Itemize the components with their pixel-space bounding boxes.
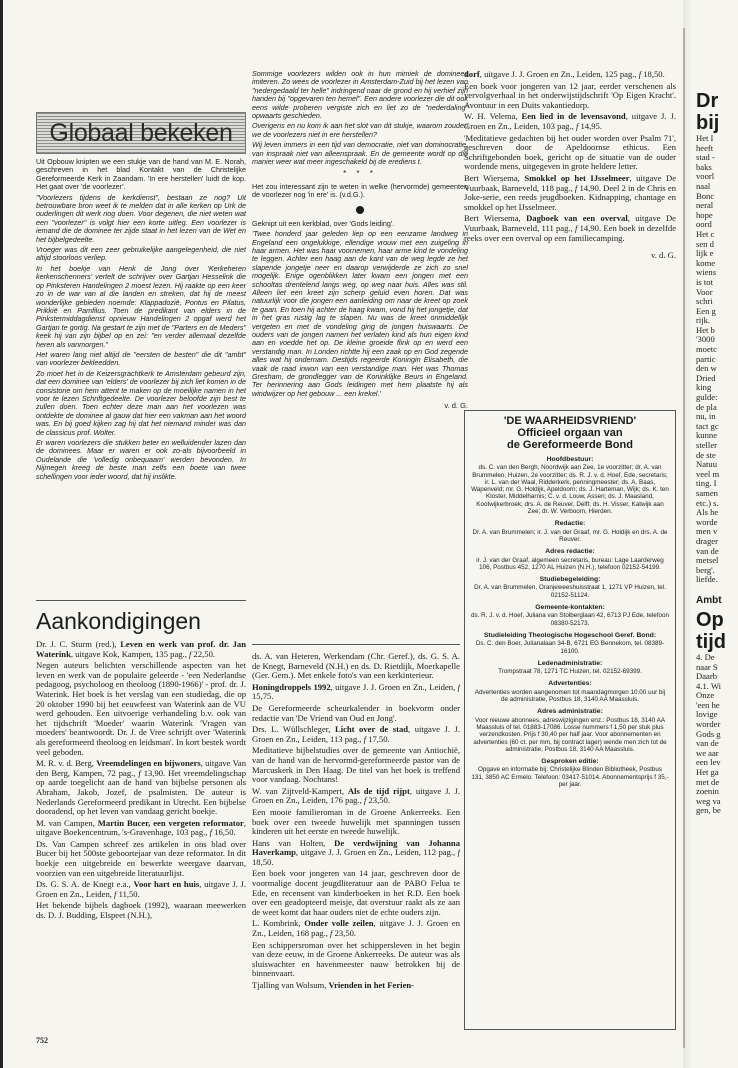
bullet-separator	[356, 206, 364, 214]
col1-para: In het boekje van Henk de Jong over 'Kerkeheren kerkenschenners' vertelt de schrijver over Gartjan Hesselink die op Pinksteren Handelingen 2 moest lezen. Hij raakte op een keer zo in de war van al die landen en streken, dat hij de meest wonderlijke gebieden noemde: Klappadozië, Pontus en Pilatus, Prikkië en Pamfilus. Toen de predikant van elders in de Pinkstermiddagdienst opnieuw Handelingen 2 opgaf werd het Gartjan te gortig. Na gestart te zijn met de "Parters en de Meders" keek hij van zijn bijbel op en zei: "en verder allemaal dezelfde heren als vanmorgen."	[36, 263, 246, 349]
adjacent-line: Het ga	[696, 767, 719, 778]
colophon-section-text: Opgave en informatie bij: Christelijke Blinden Bibliotheek, Postbus 131, 3850 AC Ermelo. Telefoon: 03417-51014. Abonnementsprijs f 35,- per jaar.	[471, 766, 669, 788]
adjacent-line: samen	[696, 487, 718, 498]
announce-entry: Een mooie familieroman in de Groene Ankerreeks. Een boek over een tweede huwelijk met spanningen tussen kinderen uit het eerste en tweede huwelijk.	[252, 806, 460, 837]
adjacent-line: moetc	[696, 344, 717, 355]
announce-entry: W. H. Velema, Een lied in de levensavond, uitgave J. J. Groen en Zn., Leiden, 103 pag., f 14,95.	[464, 111, 676, 131]
adjacent-line: we aar	[696, 747, 719, 758]
colophon-section-heading: Adres redactie:	[545, 548, 595, 556]
adjacent-heading-2: Op tijd	[696, 608, 726, 653]
announce-entry: W. van Zijtveld-Kampert, Als de tijd rijpt, uitgave J. J. Groen en Zn., Leiden, 176 pag., f 23,50.	[252, 785, 460, 806]
colophon-section-text: Advertenties worden aangenomen tot maandagmorgen 10.00 uur bij de administratie, Postbus 18, 3140 AA Maassluis.	[474, 688, 666, 704]
adjacent-line: een lev	[696, 757, 721, 768]
adjacent-line: van de	[696, 738, 719, 749]
adjacent-line: '3000	[696, 334, 715, 345]
adjacent-line: sen d	[696, 238, 714, 249]
announce-entry: Bert Wiersema, Dagboek van een overval, uitgave De Vuurbaak, Barneveld, 111 pag., f 14,90. Een boek in dezelfde reeks over een overval op een familiecamping.	[464, 213, 676, 243]
left-page-edge	[0, 0, 3, 1068]
col1-para: Zo moet het in de Keizersgrachtkerk te Amsterdam gebeurd zijn, dat een dominee van 'elders' de voorlezer bij zich liet komen in de consistorie om hem attent te maken op de moeilijke namen in het voor te lezen Schriftgedeelte. De voorlezer beloofde zijn best te zullen doen. Toen echter deze man aan het voorlezen was ontdekte de dominee al gauw dat hier een vakman aan het woord was. En bij goed kijken zag hij dat het niemand minder was dan de classicus prof. Wolter.	[36, 368, 246, 437]
colophon-sections	[465, 456, 675, 788]
announce-entry: Een boek voor jongeren van 12 jaar, eerder verschenen als vervolgverhaal in het onderwijstijdschrift 'Op Eigen Kracht'. Avontuur in een Duits vakantiedorp.	[464, 80, 676, 110]
adjacent-line: kunne	[696, 430, 718, 441]
adjacent-line: heeft	[696, 142, 714, 153]
adjacent-line: baks	[696, 161, 712, 172]
colophon-section-text: Ds. C. den Boer, Julianalaan 34-B, 6721 EG Bennekom, tel. 08389-16100.	[475, 640, 665, 655]
col1-para: Vroeger was dit een zeer gebruikelijke aangelegenheid, die niet altijd stoorloos verliep.	[36, 245, 246, 263]
announcements-heading: Aankondigingen	[36, 608, 201, 634]
colophon-section-text: Voor nieuwe abonnees, adreswijzigingen enz.: Postbus 18, 3140 AA Maassluis of tel. 01883-17086. Losse nummers f 1,50 per stuk plus verzendkosten. Prijs f 30,40 per half jaar. Voor abonnementen en advertenties (60 ct. per mm, bij contract lager) wende men zich tot de administratie, Postbus 18, 3140 AA Maassluis.	[473, 716, 667, 753]
gutter-shadow	[683, 0, 693, 1068]
col1-para: Er waren voorlezers die stukken beter en welluidender lazen dan de dominees. Maar er waren er ook zo-als bijvoorbeeld in Oudelande die 'volledig onbequaam' werden bevonden. In Nijmegen kreeg de beste man zelfs een boete van twee schellingen voor ieder woord, dat hij inslikte.	[36, 438, 246, 481]
col2-para: Wij leven immers in een tijd van democratie, niet van dominocratie, van inspraak niet van alleenspraak. En de gemeente wordt op die manier weer wat meer ingeschakeld bij de erediens t.	[252, 140, 468, 167]
adjacent-line: neral	[696, 200, 714, 211]
col1-intro: Uit Opbouw knipten we een stukje van de hand van M. E. Norah, geschreven in het blad Kontakt van de Christelijke Gereformeerde Kerk in Zaandam. 'In ere herstellen' luidt de kop. Het gaat over 'de voorlezer'.	[36, 158, 246, 192]
section-title-box	[36, 112, 246, 154]
announce-entry: dorf, uitgave J. J. Groen en Zn., Leiden, 125 pag., f 18,50.	[464, 70, 665, 79]
adjacent-line: Een g	[696, 305, 716, 316]
divider-line	[252, 644, 460, 645]
adjacent-line: Daarb	[696, 671, 717, 682]
colophon-section-text: ds. C. van den Bergh, Noordwijk aan Zee, 1e voorzitter; dr. A. van Brummelen, Huizen, 2e voorzitter; ds. R. J. v. d. Hoef, Ede, secretaris; ir. L. van der Waal, Ridderkerk, penningmeester; ds. A. Baas, Wapenveld; mr. G. Holdijk, Apeldoorn; ds. J. Harteman, Wijk; ds. K. ten Kloster, Middelharnis; C. v. d. Louw, Assen; ds. J. Maasland, Kootwijkerbroek; drs. A. de Reuver, Delft; ds. H. Visser, Katwijk aan Zee; dr. W. Verboom, Hierden.	[471, 464, 669, 516]
page-number: 752	[36, 1036, 48, 1045]
column-1-text	[36, 158, 246, 604]
colophon-subtitle: de Gereformeerde Bond	[507, 439, 633, 451]
announce-entry: Dr. J. C. Sturm (red.), Leven en werk van prof. dr. Jan Waterink, uitgave Kok, Kampen, 135 pag., f 22,50.	[36, 640, 246, 659]
announce-entry: De Gereformeerde scheurkalender in boekvorm onder redactie van 'De Vriend van Oud en Jong'.	[252, 702, 460, 723]
adjacent-line: liefde.	[696, 574, 718, 585]
colophon-section-text: ds. R. J. v. d. Hoef, Juliana van Stolberglaan 42, 6713 PJ Ede, telefoon 08380-52173.	[471, 612, 670, 627]
adjacent-line: gen, be	[696, 805, 721, 816]
adjacent-line: Natuu	[696, 459, 718, 470]
adjacent-line: is tot	[696, 276, 713, 287]
adjacent-line: veel m	[696, 468, 720, 479]
announce-entry: M. R. v. d. Berg, Vreemdelingen en bijwoners, uitgave Van den Berg, Kampen, 72 pag., f 13,90. Het vreemdelingschap op aarde toegelicht aan de hand van bijbelse personen als Abraham, Jakob, Jozef, de psalmisten. De auteur is Nederlands Gereformeerd predikant in Utrecht. Een bijbelse dooradend, op het leven van vandaag gericht boekje.	[36, 758, 246, 817]
colophon-section-heading: Gesproken editie:	[541, 758, 599, 766]
adjacent-line: Als he	[696, 507, 719, 518]
adjacent-heading: Dr bij	[696, 90, 720, 134]
announce-entry: Bert Wiersema, Smokkel op het IJsselmeer, uitgave De Vuurbaak, Barneveld, 118 pag., f 14,90. Deel 2 in de Chris en Joke-serie, een reeds jeugdboeken. Kidnapping, chantage en smokkel op het IJsselmeer.	[464, 172, 676, 212]
separator-stars: * * *	[343, 169, 377, 179]
adjacent-line: Het c	[696, 228, 715, 239]
adjacent-line: worder	[696, 719, 721, 730]
colophon-subtitle: Officieel orgaan van	[517, 427, 623, 439]
col2-para: Overigens en nu kom ik aan het slot van dit stukje, waarom zouden we de voorlezers niet in ere herstellen?	[252, 121, 468, 139]
adjacent-line: metsel	[696, 555, 719, 566]
adjacent-line: naal	[696, 180, 711, 191]
adjacent-line: kome	[696, 257, 716, 268]
adjacent-line: 4.1. Wi	[696, 680, 722, 691]
announce-entry: Drs. L. Wüllschleger, Licht over de stad, uitgave J. J. Groen en Zn., Leiden, 113 pag., f 17,50.	[252, 724, 460, 744]
announce-entry: Een schippersroman over het schippersleven in het begin van deze eeuw, in de Groene Ankerreeks. De auteur was als sluiswachter en havenmeester nauw betrokken bij de binnenvaart.	[252, 939, 460, 979]
adjacent-line: nu, in	[696, 411, 716, 422]
adjacent-line: men v	[696, 526, 718, 537]
announce-entry: Hans van Holten, De verdwijning van Johanna Haverkamp, uitgave J. J. Groen en Zn., Leiden, 112 pag., f 18,50.	[252, 837, 460, 867]
col2-story: 'Twee honderd jaar geleden liep op een eenzame landweg in Engeland een ongelukkige, ellendige vrouw met een zuigeling in haar armen. Het was haar voornemen, haar arme kind te vondeling te leggen. Achter een haag aan de kant van de weg legde ze het slapende jongetje neer en daarop verwijderde ze zich zo snel mogelijk. Enige ogenblikken later kwam een jongen met een schooltas drentelend langs weg, op weg naar huis. Alles was stil. Alleen liet een kreet zijn scherp geluid even horen. Dat was natuurlijk voor die jongen een aanleiding om naar de kreet op zoek te gaan. En toen hij achter de haag kwam, vond hij het jongetje, dat in het gras rustig lag te slapen. Nu was de kreet onmiddellijk vergeten en met de vondeling ging de jongen huiswaarts. De ouders van de jongen namen het verlaten kind als hun eigen kind aan en voedde het op. De kleine groeide flink op en werd een verstandig man. In Londen richtte hij een zaak op en God zegende alles wat hij ondernam. Destijds regeerde Koningin Elisabeth, die vaak de raad inwon van een verstandige man. Het was Thomas Gresham, de grondlegger van de Koninklijke Beurs in Engeland. Ter herinnering aan Gods leidingen met hem plaatste hij als windwijzer op het gebouw ... een krekel.'	[252, 229, 468, 398]
announce-entry: Tjalling van Wolsum, Vrienden in het Ferien-	[252, 980, 415, 990]
adjacent-line: Bonc	[696, 190, 715, 201]
announce-entry: ds. A. van Heteren, Werkendam (Chr. Geref.), ds. G. S. A. de Knegt, Barneveld (N.H.) en ds. D. Rietdijk, Moerkapelle (Ger. Gem.). Met enkele foto's van een kerkinterieur.	[252, 652, 460, 681]
announce-entry: 'Meditatieve gedachten bij het ouder worden over Psalm 71', geschreven door de Apeldoornse ethicus. Een Schriftgebonden boek, gericht op de situatie van de ouder wordende mens, uitgegeven in grote heldere letter.	[464, 132, 676, 172]
colophon-section-text: Trompstraat 78, 1271 TC Huizen, tel. 02152-69399.	[498, 668, 642, 676]
col1-para: Het waren lang niet altijd de "eersten de besten" die dit "ambt" van voorlezer bekleedden.	[36, 349, 246, 368]
colophon-section-heading: Redactie:	[554, 520, 586, 528]
adjacent-line: etc.) s.	[696, 497, 719, 508]
adjacent-line: worde	[696, 516, 718, 527]
adjacent-line: Het b	[696, 324, 715, 335]
announce-entry: M. van Campen, Martin Bucer, een vergeten reformator, uitgave Boekencentrum, 's-Gravenhage, 103 pag., f 16,50.	[36, 817, 246, 838]
adjacent-line: oord	[696, 219, 712, 230]
adjacent-line: hope	[696, 209, 713, 220]
adjacent-line: Dried	[696, 372, 716, 383]
adjacent-line: de pla	[696, 401, 717, 412]
adjacent-line: zoenin	[696, 786, 719, 797]
adjacent-line: Gods g	[696, 728, 721, 739]
column-2-text	[252, 70, 468, 642]
adjacent-line: lovige	[696, 709, 718, 720]
adjacent-line: Het I	[696, 133, 714, 143]
colophon-section-heading: Studiebegeleiding:	[539, 576, 601, 584]
adjacent-line: ting. I	[696, 478, 717, 489]
adjacent-line: Voor	[696, 286, 713, 297]
col2-signature: v. d. G.	[444, 401, 468, 411]
adjacent-lines	[696, 134, 738, 585]
announce-entry: Het bekende bijbels dagboek (1992), waaraan meewerken ds. D. J. Budding, Elspeet (N.H.),	[36, 900, 246, 921]
colophon-section-text: Dr. A. van Brummelen, Oranjeweeshuisstraat 1, 1271 VP Huizen, tel. 02152-51124.	[474, 584, 666, 599]
adjacent-line: rijk.	[696, 315, 711, 326]
adjacent-page-edge	[696, 90, 738, 1050]
adjacent-line: berg'.	[696, 564, 715, 575]
colophon-section-heading: Ledenadministratie:	[537, 659, 603, 667]
colophon-title: 'DE WAARHEIDSVRIEND'	[503, 415, 637, 427]
adjacent-subheading: Ambt	[696, 594, 722, 606]
adjacent-line: partic	[696, 353, 716, 364]
colophon-section-text: ir. J. van der Graaf, algemeen secretaris, bureau: Lage Laarderweg 106, Postbus 452, 1270 AL Huizen (N.H.), telefoon 02152-54199.	[476, 556, 664, 571]
announce-entry: Meditatieve bijbelstudies over de gemeente van Antiochië, van de hand van de hervormd-gereformeerde pastor van de Marcuskerk in Den Haag. De titel van het boek is treffend voor vandaag. Nochtans!	[252, 745, 460, 785]
col3-signature: v. d. G.	[651, 250, 676, 261]
adjacent-line: den w	[696, 363, 717, 374]
adjacent-line: tact gc	[696, 420, 719, 431]
col2-para: Sommige voorlezers wilden ook in hun mimiek de dominees imiteren. Zo wees de voorlezer in Amsterdam-Zuid bij het lezen van "nedergedaald ter helle" indringend naar de grond en hij verhief zijn handen bij "opgevaren ten hemel". Een andere voorlezer die dit ook eens wilde proberen vergiste zich en liet zo de "nederdaling" opwaarts geschieden.	[252, 70, 468, 121]
col2-question: Het zou interessant zijn te weten in welke (hervormde) gemeenten de voorlezer nog 'in ere' is. (v.d.G.).	[252, 181, 468, 200]
divider-line	[36, 600, 246, 601]
announce-entry: Negen auteurs belichten verschillende aspecten van het leven en werk van de populaire geleerde - 'een Nederlandse pedagoog, psycholoog en theoloog (1890-1966)' - prof. dr. J. Waterink. Het boek is het verslag van een studiedag, die op 20 oktober 1990 bij het eeuwfeest van Waterink aan de VU werd gehouden. Een uitvoerige verhandeling b.v. ook van het tijdschrift 'Moeder' waarin Waterink 'Vragen van moeders' beantwoordt. Dr. J. de Vree schrijft over 'Waterink als gereformeerd theoloog en leidsman'. In kort bestek wordt veel geboden.	[36, 660, 246, 757]
adjacent-line: stad -	[696, 152, 715, 163]
announcements-col-1	[36, 640, 246, 1030]
announcements-col-2	[252, 652, 460, 1030]
colophon-section-heading: Adres administratie:	[537, 708, 603, 716]
colophon-section-heading: Studieleiding Theologische Hogeschool Geref. Bond:	[483, 631, 657, 639]
section-title: Globaal bekeken	[49, 118, 233, 147]
announce-entry: L. Kombrink, Onder volle zeilen, uitgave J. J. Groen en Zn., Leiden, 168 pag., f 23,50.	[252, 918, 460, 939]
adjacent-line: gulde:	[696, 392, 718, 403]
adjacent-line: Onze	[696, 690, 715, 701]
col2-clip-intro: Geknipt uit een kerkblad, over 'Gods leiding'.	[252, 218, 395, 228]
announce-entry: Honingdroppels 1992, uitgave J. J. Groen en Zn., Leiden, f 15,75.	[252, 681, 460, 702]
adjacent-line: naar S	[696, 661, 718, 672]
col1-para: "Voorlezers tijdens de kerkdienst", bestaan ze nog? Uit betrouwbare bron weet ik te melden dat in alle kerken op Urk de ouderlingen dit werk nog doen. Voor degenen, die niet weten wat een "voorlezer" is volgt hier een korte uitleg. Een voorlezer is iemand die de dominee ter zijde staat in het lezen van de Wet en het bijbelgedeelte.	[36, 192, 246, 244]
adjacent-line: steller	[696, 440, 717, 450]
colophon-section-heading: Advertenties:	[548, 680, 592, 688]
adjacent-line: drager	[696, 535, 718, 546]
adjacent-line: schri	[696, 296, 713, 307]
colophon-section-text: Dr. A. van Brummelen; ir. J. van der Graaf, mr. G. Holdijk en drs. A. de Reuver.	[472, 528, 668, 543]
adjacent-line: van de	[696, 545, 719, 556]
adjacent-line: king	[696, 382, 712, 393]
adjacent-line: voorl	[696, 171, 715, 182]
adjacent-line: wiens	[696, 267, 717, 278]
adjacent-line: lijk e	[696, 248, 714, 259]
adjacent-line: 4. De	[696, 651, 715, 662]
adjacent-line: 'een he	[696, 699, 720, 710]
announce-entry: Ds. G. S. A. de Knegt e.a., Voor hart en huis, uitgave J. J. Groen en Zn., Leiden, f 11,50.	[36, 879, 246, 899]
adjacent-line: met de	[696, 776, 720, 787]
announce-entry: Een boek voor jongeren van 14 jaar, geschreven door de voormalige docent jeugdliteratuur aan de PABO Felua te Ede, en recensent van kinderboeken in het R.D. Een boek over een geadopteerd meisje, dat overstuur raakt als ze aan de weet komt dat haar ouders niet de echte ouders zijn.	[252, 868, 460, 917]
adjacent-line: weg va	[696, 795, 721, 806]
adjacent-lines-2	[696, 653, 738, 816]
colophon-section-heading: Gemeente-kontakten:	[535, 604, 605, 612]
colophon-box	[464, 410, 676, 1030]
colophon-section-heading: Hoofdbestuur:	[546, 456, 594, 463]
announce-entry: Ds. Van Campen schreef zes artikelen in ons blad over Bucer bij het 500ste geboortejaar van deze reformator. In dit boekje een uitgebreide en bewerkte weergave daarvan, voorzien van een uitgebreide literatuurlijst.	[36, 838, 246, 878]
announcements-col-3	[464, 70, 676, 400]
adjacent-line: de ste	[696, 449, 716, 460]
